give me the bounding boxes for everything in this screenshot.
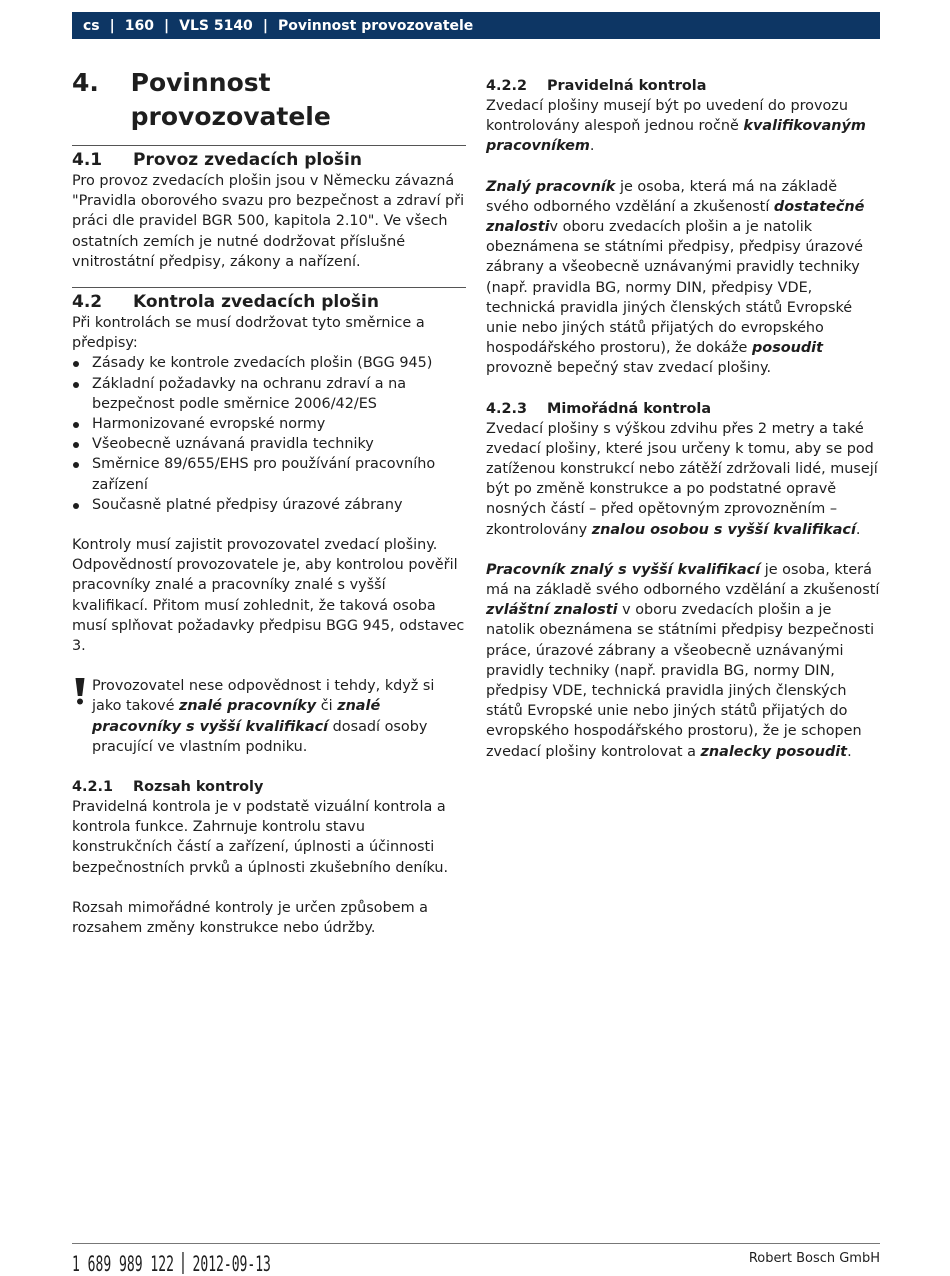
section-4-2-1-heading (72, 777, 466, 797)
section-title: Mimořádná kontrola (547, 400, 712, 417)
header-section-title: Povinnost provozovatele (277, 17, 474, 34)
header-separator: | (262, 17, 268, 34)
chapter-title: Povinnost provozovatele (130, 68, 331, 131)
expert-worker-definition: Pracovník znalý s vyšší kvalifikací je osoba, která má na základě svého odborného vzdělání a zkušeností zvláštní znalosti v oboru zvedacích plošin a je natolik obeznámena se státními předpisy bezpečnosti práce, úrazové zábrany a všeobecně uznávanými pravidly techniky (např. pravidla BG, normy DIN, předpisy VDE, technická pravidla jiných členských států Evropské unie nebo jiných států přijatých do evropského hospodářského prostoru), že je schopen zvedací plošiny kontrolovat a znalecky posoudit. (486, 561, 880, 760)
list-item: Zásady ke kontrole zvedacích plošin (BGG 945) (72, 353, 466, 373)
section-4-1-heading (72, 149, 466, 171)
regulation-list (72, 353, 466, 515)
section-title: Kontrola zvedacích plošin (133, 292, 379, 313)
list-item: Současně platné předpisy úrazové zábrany (72, 495, 466, 515)
section-number: 4.2 (72, 292, 103, 313)
competent-worker-definition: Znalý pracovník je osoba, která má na základě svého odborného vzdělání a zkušeností dostatečné znalostiv oboru zvedacích plošin a je natolik obeznámena se státními předpisy, předpisy úrazové zábrany a všeobecně uznávanými pravidly techniky (např. pravidla BG, normy DIN, předpisy VDE, technická pravidla jiných členských států Evropské unie nebo jiných států přijatých do evropského hospodářského prostoru), že dokáže posoudit provozně bepečný stav zvedací plošiny. (486, 178, 865, 377)
section-number: 4.2.3 (486, 400, 527, 417)
left-column (72, 66, 466, 938)
footer-doc-info (72, 1252, 271, 1276)
section-4-2-2-text: Zvedací plošiny musejí být po uvedení do provozu kontrolovány alespoň jednou ročně kvalifikovaným pracovníkem. (486, 98, 866, 155)
warning-text: Provozovatel nese odpovědnost i tehdy, když si jako takové znalé pracovníky či znalé pracovníky s vyšší kvalifikací dosadí osoby pracující ve vlastním podniku. (92, 678, 435, 755)
list-item: Směrnice 89/655/EHS pro používání pracovního zařízení (72, 454, 466, 494)
chapter-heading (72, 66, 466, 134)
section-title: Pravidelná kontrola (547, 78, 707, 94)
section-4-2-3-text: Zvedací plošiny s výškou zdvihu přes 2 metry a také zvedací plošiny, které jsou určeny k tomu, aby se pod zatíženou konstrukcí nebo zátěží zdržovali lidé, musejí být po změně konstrukce a po podstatné opravě nosných částí – před opětovným zprovozněním – zkontrolovány znalou osobou s vyšší kvalifikací. (486, 420, 878, 538)
list-item: Všeobecně uznávaná pravidla techniky (72, 434, 466, 454)
footer-separator (183, 1252, 184, 1274)
chapter-number: 4. (72, 68, 99, 97)
section-4-2-text: Kontroly musí zajistit provozovatel zvedací plošiny. Odpovědností provozovatele je, aby kontrolou pověřil pracovníky znalé a pracovníky znalé s vyšší kvalifikací. Přitom musí zohlednit, že taková osoba musí splňovat požadavky předpisu BGG 945, odstavec 3. (72, 537, 465, 655)
section-divider (72, 287, 466, 288)
section-number: 4.2.1 (72, 779, 113, 796)
exclamation-icon (72, 676, 92, 757)
section-title: Provoz zvedacích plošin (133, 150, 362, 170)
footer-divider (72, 1243, 880, 1244)
section-4-2-heading (72, 291, 466, 313)
footer-date: 2012-09-13 (192, 1252, 271, 1276)
section-4-2-3-heading (486, 399, 882, 419)
section-4-2-1-text-2: Rozsah mimořádné kontroly je určen způsobem a rozsahem změny konstrukce nebo údržby. (72, 899, 428, 937)
section-divider (72, 145, 466, 146)
header-separator: | (164, 17, 170, 34)
section-title: Rozsah kontroly (133, 779, 264, 796)
header-separator: | (109, 17, 115, 34)
section-4-1-text: Pro provoz zvedacích plošin jsou v Německu závazná "Pravidla oborového svazu pro bezpečnost a zdraví při práci dle pravidel BGR 500, kapitola 2.10". Ve všech ostatních zemích je nutné dodržovat příslušné vnitrostátní předpisy, zákony a nařízení. (72, 173, 465, 270)
section-4-2-2-heading (486, 76, 882, 96)
section-4-2-intro: Při kontrolách se musí dodržovat tyto směrnice a předpisy: (72, 315, 425, 352)
header-page-number: 160 (124, 17, 154, 34)
page-header (72, 12, 880, 39)
right-column (486, 76, 882, 762)
footer-doc-number: 1 689 989 122 (72, 1252, 174, 1276)
section-4-2-1-text: Pravidelná kontrola je v podstatě vizuální kontrola a kontrola funkce. Zahrnuje kontrolu stavu konstrukčních částí a zařízení, úplnosti a účinnosti bezpečnostních prvků a úplnosti zkušebního deníku. (72, 799, 449, 876)
list-item: Základní požadavky na ochranu zdraví a na bezpečnost podle směrnice 2006/42/ES (72, 374, 466, 414)
warning-note (72, 676, 466, 757)
section-number: 4.1 (72, 150, 103, 170)
section-number: 4.2.2 (486, 78, 527, 94)
list-item: Harmonizované evropské normy (72, 414, 466, 434)
header-model: VLS 5140 (179, 17, 253, 34)
header-lang: cs (83, 17, 100, 34)
footer-company: Robert Bosch GmbH (748, 1251, 880, 1266)
